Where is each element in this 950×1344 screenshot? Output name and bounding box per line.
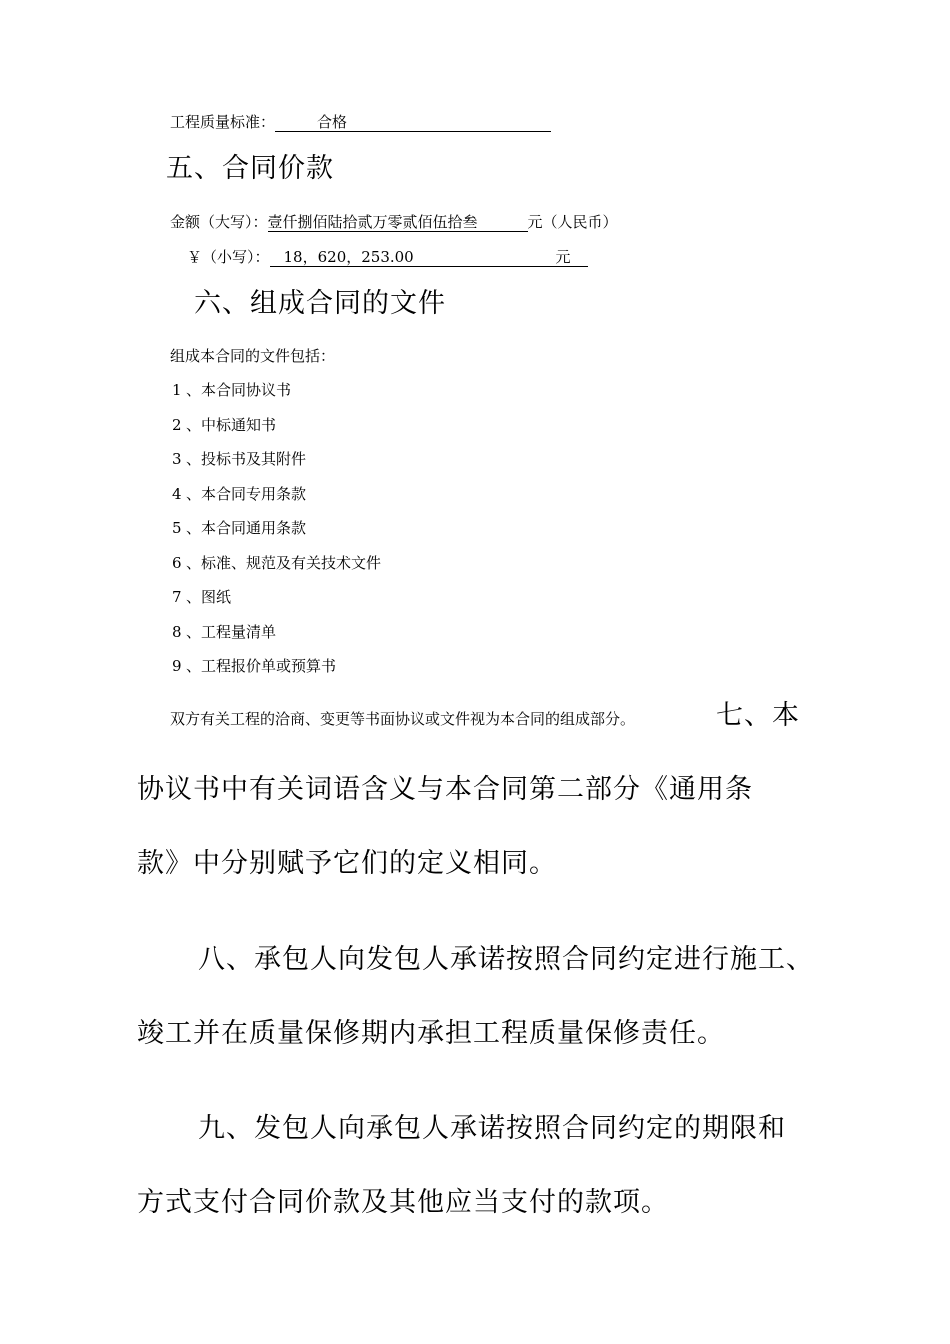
- quality-label: 工程质量标准：: [170, 113, 276, 131]
- amount-upper-label: 金额（大写）：: [170, 213, 268, 231]
- section6-title: 六、组成合同的文件: [194, 288, 446, 319]
- section6-intro: 组成本合同的文件包括：: [170, 347, 336, 365]
- contract-documents-list: [172, 380, 381, 691]
- amount-upper-line: [170, 212, 618, 232]
- section8-line1: 八、承包人向发包人承诺按照合同约定进行施工、: [198, 944, 814, 975]
- section6-closing: 双方有关工程的洽商、变更等书面协议或文件视为本合同的组成部分。: [170, 710, 636, 728]
- list-item: 5 、本合同通用条款: [172, 519, 307, 537]
- amount-lower-value: 18，620，253.00: [283, 248, 414, 266]
- list-item: 2 、中标通知书: [172, 415, 277, 434]
- amount-lower-unit: 元: [555, 248, 571, 266]
- section7-line1: 协议书中有关词语含义与本合同第二部分《通用条: [137, 774, 753, 805]
- section9-line1: 九、发包人向承包人承诺按照合同约定的期限和: [198, 1113, 786, 1144]
- section8-line2: 竣工并在质量保修期内承担工程质量保修责任。: [137, 1018, 725, 1049]
- amount-lower-blank: [270, 248, 588, 267]
- list-item: 7 、图纸: [172, 588, 232, 606]
- section7-lead: 七、本: [716, 700, 800, 731]
- section5-title: 五、合同价款: [166, 153, 334, 184]
- list-item: 8 、工程量清单: [172, 622, 277, 641]
- amount-upper-blank: [268, 213, 528, 232]
- amount-lower-line: [187, 247, 588, 267]
- quality-standard-line: [170, 112, 551, 132]
- list-item: 3 、投标书及其附件: [172, 450, 307, 468]
- section9-line2: 方式支付合同价款及其他应当支付的款项。: [137, 1187, 669, 1218]
- amount-upper-value: 壹仟捌佰陆拾贰万零贰佰伍拾叁: [267, 213, 478, 231]
- section7-line2: 款》中分别赋予它们的定义相同。: [137, 848, 557, 879]
- list-item: 9 、工程报价单或预算书: [172, 657, 337, 675]
- quality-value-blank: [275, 113, 551, 132]
- quality-value: 合格: [317, 113, 348, 131]
- list-item: 1 、本合同协议书: [172, 381, 292, 399]
- list-item: 4 、本合同专用条款: [172, 484, 307, 503]
- amount-lower-label: ￥（小写）：: [187, 248, 270, 266]
- list-item: 6 、标准、规范及有关技术文件: [172, 553, 382, 572]
- amount-upper-unit: 元（人民币）: [527, 213, 618, 231]
